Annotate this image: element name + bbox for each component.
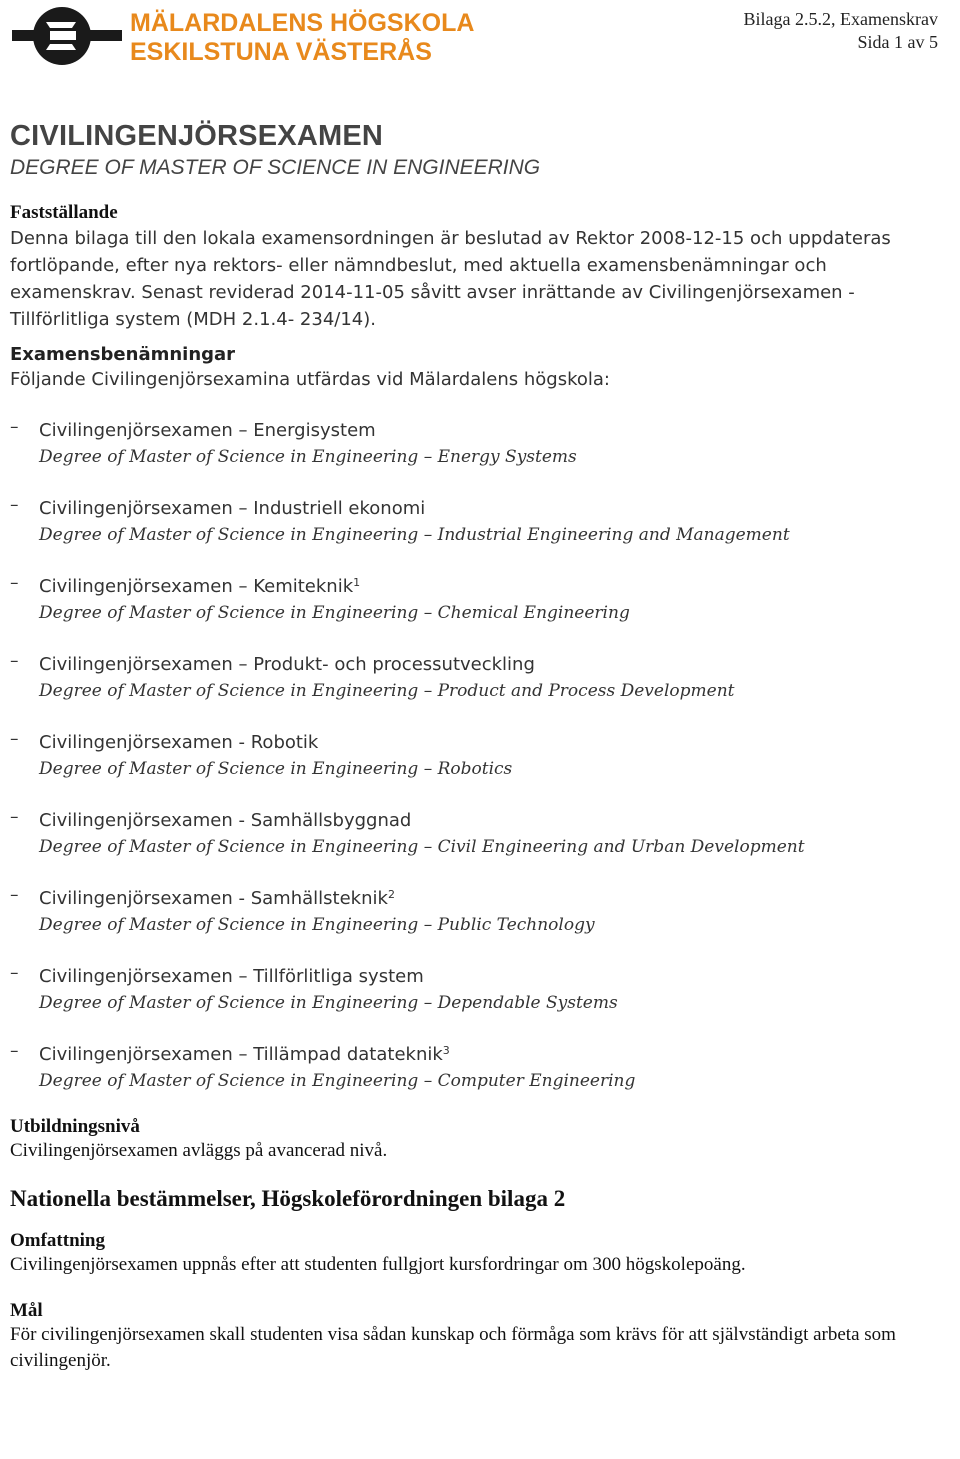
degree-list: [10, 414, 950, 1090]
examensbenamningar-heading: Examensbenämningar: [10, 344, 236, 365]
utbildningsniva-text: Civilingenjörsexamen avläggs på avancerad nivå.: [10, 1140, 388, 1161]
list-dash: –: [10, 729, 19, 749]
omfattning-text: Civilingenjörsexamen uppnås efter att studenten fullgjort kursfordringar om 300 högskolepoäng.: [10, 1254, 746, 1275]
logo-emblem-icon: [12, 7, 122, 65]
degree-item: [10, 882, 950, 934]
degree-item: [10, 414, 950, 466]
section-examensbenamningar: [10, 344, 950, 1090]
list-dash: –: [10, 417, 19, 437]
degree-item: [10, 648, 950, 700]
degree-item: [10, 960, 950, 1012]
utbildningsniva-heading: Utbildningsnivå: [10, 1116, 140, 1137]
list-dash: –: [10, 1041, 19, 1061]
examensbenamningar-intro: Följande Civilingenjörsexamina utfärdas vid Mälardalens högskola:: [10, 369, 610, 390]
degree-english-name: Degree of Master of Science in Engineering – Dependable Systems: [39, 993, 618, 1013]
omfattning-heading: Omfattning: [10, 1230, 105, 1251]
degree-swedish-name: Civilingenjörsexamen – Industriell ekonomi: [39, 498, 426, 519]
footnote-marker: 2: [387, 888, 395, 901]
section-omfattning: [10, 1230, 950, 1278]
document-body: [10, 118, 950, 1374]
degree-swedish-name: Civilingenjörsexamen - Robotik: [39, 732, 319, 753]
section-nationella: [10, 1186, 950, 1212]
header-meta: [744, 8, 938, 54]
mal-heading: Mål: [10, 1300, 43, 1321]
university-logo: [10, 4, 475, 66]
degree-swedish-name: Civilingenjörsexamen – Tillämpad datateknik$^3$: [39, 1044, 450, 1065]
degree-english-name: Degree of Master of Science in Engineering – Industrial Engineering and Management: [39, 525, 790, 545]
degree-english-name: Degree of Master of Science in Engineering – Public Technology: [39, 915, 595, 935]
degree-item: [10, 570, 950, 622]
degree-english-name: Degree of Master of Science in Engineering – Chemical Engineering: [39, 603, 630, 623]
degree-item: [10, 1038, 950, 1090]
faststallande-text: Denna bilaga till den lokala examensordningen är beslutad av Rektor 2008-12-15 och uppdateras fortlöpande, efter nya rektors- eller nämndbeslut, med aktuella examensbenämningar och examenskrav. Senast reviderad 2014-11-05 såvitt avser inrättande av Civilingenjörsexamen - Tillförlitliga system (MDH 2.1.4- 234/14).: [10, 228, 891, 330]
nationella-heading: Nationella bestämmelser, Högskoleförordningen bilaga 2: [10, 1186, 566, 1211]
degree-swedish-name: Civilingenjörsexamen – Produkt- och processutveckling: [39, 654, 535, 675]
degree-swedish-name: Civilingenjörsexamen – Kemiteknik$^1$: [39, 576, 361, 597]
list-dash: –: [10, 885, 19, 905]
section-utbildningsniva: [10, 1116, 950, 1164]
list-dash: –: [10, 495, 19, 515]
document-title: CIVILINGENJÖRSEXAMEN: [10, 120, 383, 152]
footnote-marker: 3: [442, 1044, 450, 1057]
degree-english-name: Degree of Master of Science in Engineering – Robotics: [39, 759, 513, 779]
degree-english-name: Degree of Master of Science in Engineering – Product and Process Development: [39, 681, 735, 701]
degree-item: [10, 726, 950, 778]
degree-swedish-name: Civilingenjörsexamen – Energisystem: [39, 420, 376, 441]
degree-item: [10, 492, 950, 544]
section-faststallande: [10, 202, 950, 333]
page-number: Sida 1 av 5: [857, 32, 938, 52]
degree-english-name: Degree of Master of Science in Engineering – Energy Systems: [39, 447, 577, 467]
document-subtitle: DEGREE OF MASTER OF SCIENCE IN ENGINEERING: [10, 156, 541, 179]
logo-text-line1: MÄLARDALENS HÖGSKOLA: [130, 9, 475, 37]
list-dash: –: [10, 573, 19, 593]
section-mal: [10, 1300, 950, 1374]
faststallande-heading: Fastställande: [10, 202, 118, 223]
degree-swedish-name: Civilingenjörsexamen – Tillförlitliga system: [39, 966, 424, 987]
degree-item: [10, 804, 950, 856]
degree-english-name: Degree of Master of Science in Engineering – Computer Engineering: [39, 1071, 636, 1091]
degree-swedish-name: Civilingenjörsexamen - Samhällsteknik$^2$: [39, 888, 395, 909]
footnote-marker: 1: [353, 576, 361, 589]
logo-text-line2: ESKILSTUNA VÄSTERÅS: [130, 38, 432, 66]
mal-text: För civilingenjörsexamen skall studenten visa sådan kunskap och förmåga som krävs för att självständigt arbeta som civilingenjör.: [10, 1324, 896, 1371]
list-dash: –: [10, 807, 19, 827]
list-dash: –: [10, 963, 19, 983]
list-dash: –: [10, 651, 19, 671]
degree-swedish-name: Civilingenjörsexamen - Samhällsbyggnad: [39, 810, 412, 831]
document-reference: Bilaga 2.5.2, Examenskrav: [743, 9, 938, 29]
degree-english-name: Degree of Master of Science in Engineering – Civil Engineering and Urban Development: [39, 837, 805, 857]
